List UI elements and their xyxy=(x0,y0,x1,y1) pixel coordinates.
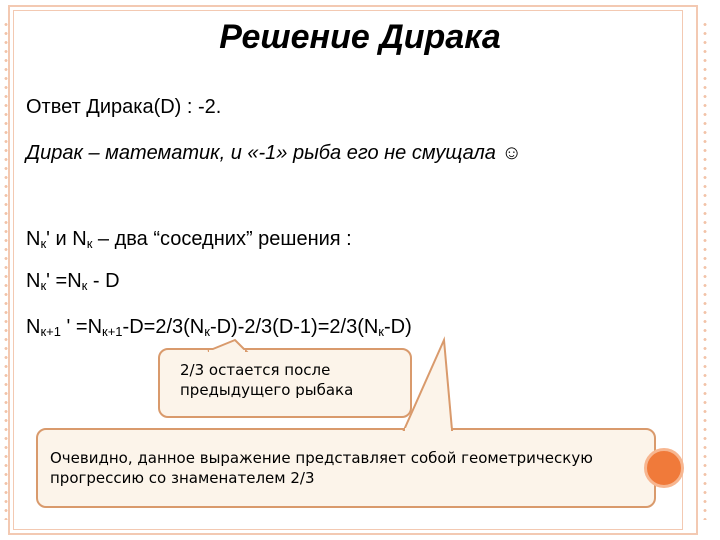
callout-two-pointer xyxy=(404,340,452,430)
slide-title: Решение Дирака xyxy=(219,18,501,56)
orange-circle-decoration xyxy=(644,448,684,488)
text-segment: – два “соседних” решения : xyxy=(92,228,352,250)
text-segment: N xyxy=(26,228,41,250)
text-segment: - D xyxy=(87,270,120,292)
text-segment: N xyxy=(26,316,41,338)
answer-line: Ответ Дирака(D) : -2. xyxy=(26,96,222,118)
text-segment: N xyxy=(26,270,41,292)
subscript: к xyxy=(86,236,93,251)
remark-line: Дирак – математик, и «-1» рыба его не смущала ☺ xyxy=(26,142,522,164)
text-segment: -D)-2/3(D-1)=2/3(N xyxy=(209,316,379,338)
callout-text-line: Очевидно, данное выражение представляет собой геометрическую xyxy=(50,449,593,467)
callout-text-line: прогрессию со знаменателем 2/3 xyxy=(50,469,315,487)
callout-text-line: 2/3 остается после xyxy=(180,361,331,379)
text-segment: ' =N xyxy=(60,316,103,338)
subscript: к xyxy=(378,324,384,339)
pointer-joint-cover xyxy=(209,350,245,354)
subscript: к+1 xyxy=(102,324,123,339)
subscript: к+1 xyxy=(40,324,61,339)
subscript: к xyxy=(81,278,88,293)
subscript: к xyxy=(204,324,210,339)
text-segment: ' и N xyxy=(46,228,87,250)
callout-text-line: предыдущего рыбака xyxy=(180,381,354,399)
text-segment: -D) xyxy=(383,316,412,338)
subscript: к xyxy=(40,236,47,251)
text-segment: -D=2/3(N xyxy=(122,316,205,338)
callout-one-pointer xyxy=(208,340,246,351)
subscript: к xyxy=(40,278,47,293)
pointer-joint-cover xyxy=(405,428,451,433)
text-segment: ' =N xyxy=(46,270,82,292)
